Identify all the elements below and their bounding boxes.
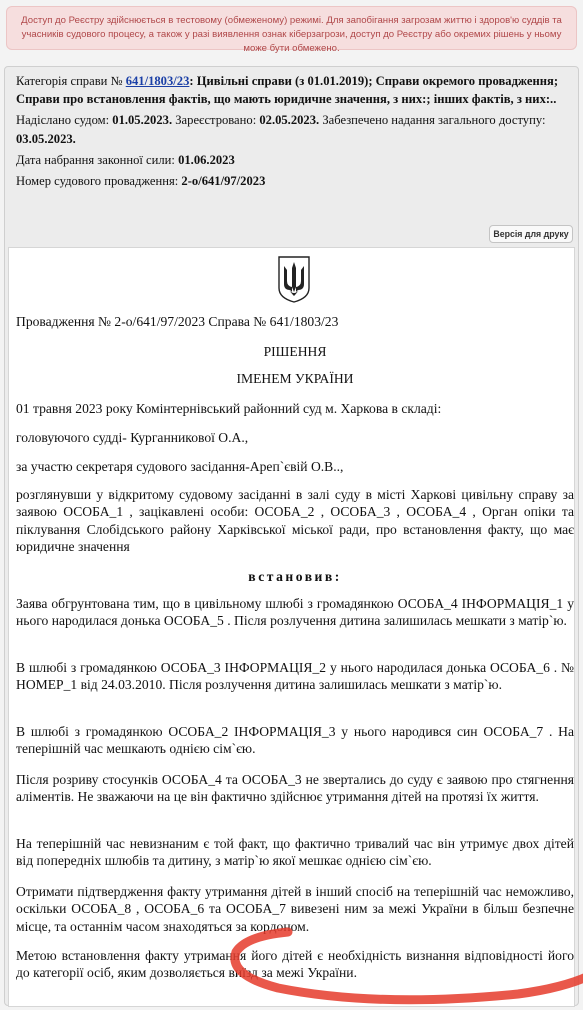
- paragraph-claim: Заява обгрунтована тим, що в цивільному шлюбі з громадянкою ОСОБА_4 ІНФОРМАЦІЯ_1 у нього народилася донька ОСОБА_5 . Після розлучення дитина залишилась мешкати з матір`ю.: [16, 596, 574, 629]
- paragraph-purpose: Метою встановлення факту утримання його дітей є необхідність визнання відповідності його до категорії осіб, яким дозволяється виїзд за межі України.: [16, 948, 574, 981]
- paragraph-marriage-3: В шлюбі з громадянкою ОСОБА_2 ІНФОРМАЦІЯ_3 у нього народився син ОСОБА_7 . На теперішній час мешкають однією сім`єю.: [16, 724, 574, 757]
- proceeding-header: Провадження № 2-о/641/97/2023 Справа № 641/1803/23: [16, 314, 339, 329]
- decision-subtitle: ІМЕНЕМ УКРАЇНИ: [236, 371, 354, 386]
- trident-icon: [276, 254, 312, 304]
- case-info: [8, 72, 575, 193]
- case-dates: Надіслано судом: 01.05.2023. Зареєстровано: 02.05.2023. Забезпечено надання загального доступу: 03.05.2023.: [16, 113, 546, 146]
- paragraph-date-court: 01 травня 2023 року Комінтернівський районний суд м. Харкова в складі:: [16, 401, 442, 416]
- case-category: Категорія справи № 641/1803/23: Цивільні справи (з 01.01.2019); Справи окремого провадження; Справи про встановлення фактів, що мають юридичне значення, з них:; інших фактів, з них:..: [16, 74, 559, 107]
- banner-text: Доступ до Реєстру здійснюється в тестовому (обмеженому) режимі. Для запобігання загрозам життю і здоров'ю суддів та учасників судового процесу, а також у разі виявлення ознак кіберзагрози, доступ до Реєстру або окремих рішень у ньому може бути обмежено.: [21, 15, 562, 54]
- proceeding-number: Номер судового провадження: 2-о/641/97/2023: [16, 174, 266, 189]
- paragraph-secretary: за участю секретаря судового засідання-Ареп`євій О.В..,: [16, 459, 344, 474]
- print-version-button[interactable]: Версія для друку: [489, 225, 573, 243]
- paragraph-unrecognized: На теперішній час невизнаним є той факт, що фактично тривалий час він утримує двох дітей від попередніх шлюбів та дитину, з матір`ю якої мешкає однією сім`єю.: [16, 836, 574, 869]
- paragraph-alimony: Після розриву стосунків ОСОБА_4 та ОСОБА_3 не звертались до суду є заявою про стягнення аліментів. Не зважаючи на це він фактично здійснює утримання дітей на протязі їх життя.: [16, 772, 574, 805]
- paragraph-review: розглянувши у відкритому судовому засіданні в залі суду в місті Харкові цивільну справу за заявою ОСОБА_1 , зацікавлені особи: ОСОБА_2 , ОСОБА_3 , ОСОБА_4 , Орган опіки та піклування Слобідського району Харківської міської ради, про встановлення факту, що має юридичне значення: [16, 487, 574, 555]
- case-number-link[interactable]: 641/1803/23: [125, 74, 190, 88]
- established-heading: встановив:: [248, 569, 342, 584]
- paragraph-abroad: Отримати підтвердження факту утримання дітей в інший спосіб на теперішній час неможливо, оскільки ОСОБА_8 , ОСОБА_6 та ОСОБА_7 вивезені ним за межі України в більш безпечне місце, та останнім часом знаходяться за кордоном.: [16, 884, 574, 934]
- decision-title: РІШЕННЯ: [263, 344, 327, 359]
- paragraph-judge: головуючого судді- Курганникової О.А.,: [16, 430, 249, 445]
- paragraph-marriage-2: В шлюбі з громадянкою ОСОБА_3 ІНФОРМАЦІЯ_2 у нього народилася донька ОСОБА_6 . № НОМЕР_1 від 24.03.2010. Після розлучення дитина залишилась мешкати з матір`ю.: [16, 660, 574, 693]
- access-warning-banner: [6, 6, 577, 54]
- effective-date: Дата набрання законної сили: 01.06.2023: [16, 152, 235, 167]
